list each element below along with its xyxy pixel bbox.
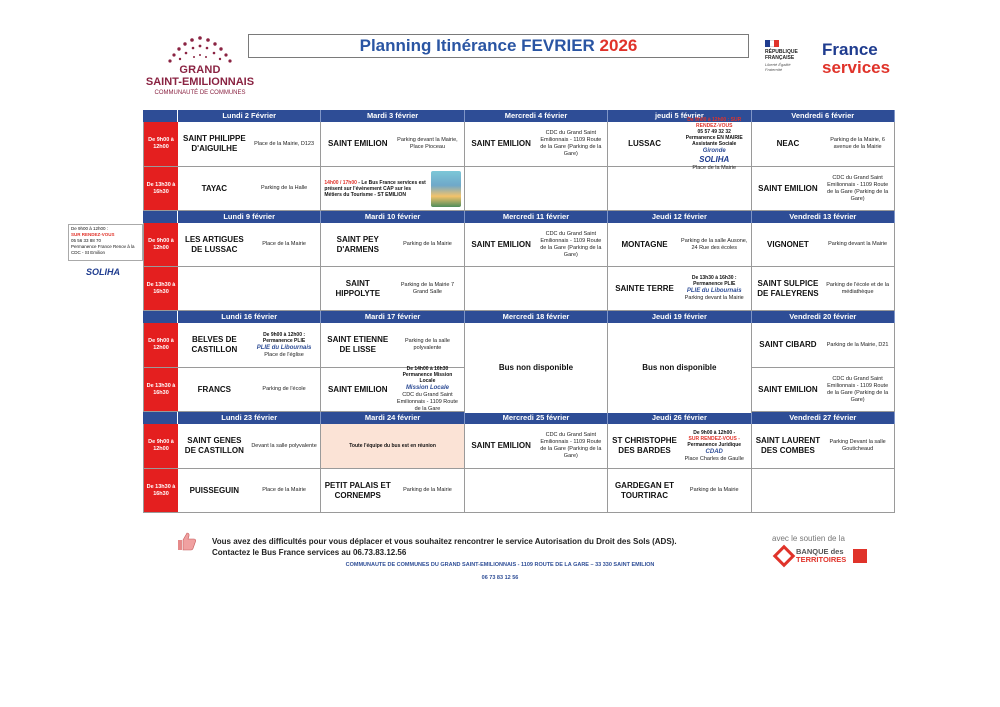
place-address: Parking de l'école [262, 386, 306, 392]
place-name: FRANCS [197, 384, 232, 394]
bdt-mark-icon [773, 545, 796, 568]
permanence-type: Permanence PLIE [262, 337, 306, 344]
schedule-cell [465, 223, 608, 266]
permanence-time: De 13h30 à 16h30 : [691, 275, 737, 281]
schedule-cell [178, 122, 321, 166]
place-address: CDC du Grand Saint Emilionnais - 1109 Route de la Gare (Parking de la Gare) [540, 130, 602, 157]
place-name: LUSSAC [628, 139, 661, 148]
schedule-cell [178, 223, 321, 266]
cell-details [537, 130, 604, 158]
cell-content [181, 486, 317, 496]
cell-details [681, 117, 748, 172]
day-header: Mardi 17 février [321, 311, 464, 323]
schedule-cell [465, 323, 608, 413]
place-name: SAINT EMILION [471, 139, 531, 148]
cell-content [755, 436, 891, 456]
schedule-cell [752, 122, 895, 166]
permanence-time: De 9h00 à 12h00 : [263, 331, 306, 338]
place-name: SAINT ETIENNE DE LISSE [327, 335, 389, 354]
cell-content [324, 366, 460, 413]
schedule-cell [752, 323, 895, 367]
place-address: Parking de la Mairie 7 Grand Salle [400, 281, 455, 295]
cell-details [824, 342, 891, 349]
day-header: jeudi 5 février [608, 110, 751, 122]
partner-logo: Gironde [702, 147, 726, 154]
time-label: De 13h30 à 16h30 [143, 368, 178, 411]
schedule-cell [321, 368, 464, 411]
week-header [143, 311, 895, 323]
week-header-spacer [143, 110, 178, 122]
side-note-tel: 05 56 33 88 70 [71, 238, 102, 243]
place-name: ST CHRISTOPHE DES BARDES [612, 436, 677, 455]
cell-content [755, 376, 891, 404]
cell-content [611, 481, 747, 501]
cell-details [394, 282, 461, 296]
place-name: SAINT EMILION [758, 384, 818, 394]
schedule-cell [465, 424, 608, 468]
rf-name: RÉPUBLIQUE FRANÇAISE [765, 49, 798, 61]
place-name: SAINT EMILION [327, 139, 388, 148]
partner-logo: PLIE du Libournais [256, 344, 312, 351]
week-header [143, 110, 895, 122]
cell-content [755, 175, 891, 203]
cell-content [181, 184, 317, 194]
cell-details [681, 487, 748, 494]
place-address: Parking devant la Mairie, Place Pioceau [397, 137, 458, 150]
cell-details [251, 241, 318, 248]
day-header: Mercredi 18 février [465, 311, 608, 323]
france-services-logo [822, 41, 890, 77]
schedule-cell [321, 223, 464, 266]
cell-content [611, 238, 747, 252]
schedule-cell [752, 469, 895, 512]
day-header: Jeudi 12 février [608, 211, 751, 223]
schedule-cell [178, 469, 321, 512]
schedule-cell [321, 167, 464, 210]
cell-details [824, 439, 891, 453]
event-time: 14h00 / 17h00 [324, 179, 357, 186]
week-header-spacer [143, 211, 178, 223]
place-name: GARDEGAN ET TOURTIRAC [614, 480, 675, 500]
org-logo [140, 33, 260, 98]
side-permanence-note [68, 224, 143, 261]
title-year: 2026 [599, 36, 638, 55]
place-address: Place de la Mairie [692, 164, 737, 171]
org-name-line3: COMMUNAUTÉ DE COMMUNES [154, 90, 246, 96]
cell-details [394, 137, 461, 151]
place-address: Parking de la Mairie [689, 487, 739, 493]
event-cell-content [324, 171, 460, 207]
cell-content [324, 279, 460, 299]
schedule-cell [465, 267, 608, 310]
schedule-cell [321, 469, 464, 512]
cell-content [181, 436, 317, 456]
schedule-cell [752, 368, 895, 411]
schedule-cell [321, 323, 464, 367]
partner-logo: Mission Locale [405, 385, 449, 391]
schedule-cell [752, 223, 895, 266]
cell-details [251, 443, 318, 450]
cell-details [394, 241, 461, 248]
title-main: Planning Itinérance FEVRIER [359, 36, 600, 55]
time-label: De 9h00 à 12h00 [143, 424, 178, 468]
day-header: Lundi 16 février [178, 311, 321, 323]
schedule-cell [752, 167, 895, 210]
event-text: - Le Bus France services est présent sur l'évènement CAP sur les Métiers du Tourisme - ST EMILION [324, 179, 426, 198]
place-address: Parking devant la Mairie [828, 241, 888, 247]
cell-content [468, 432, 604, 460]
schedule-cell [465, 469, 608, 512]
meeting-banner: Toute l'équipe du bus est en réunion [349, 443, 436, 449]
time-label: De 13h30 à 16h30 [143, 267, 178, 310]
schedule-cell [178, 323, 321, 367]
permanence-type: Permanence Juridique [687, 441, 742, 448]
day-header: Mardi 10 février [321, 211, 464, 223]
time-slot-row [143, 469, 895, 513]
cell-details [251, 141, 318, 148]
footer-message [212, 536, 677, 558]
schedule-cell [178, 424, 321, 468]
cell-content [755, 137, 891, 151]
cell-details [537, 432, 604, 460]
cell-content [181, 134, 317, 154]
cell-content [755, 340, 891, 350]
event-note [324, 180, 427, 198]
place-name: SAINT EMILION [758, 183, 818, 193]
schedule-cell [178, 267, 321, 310]
place-name: SAINTE TERRE [615, 283, 674, 293]
time-label: De 9h00 à 12h00 [143, 323, 178, 367]
time-slot-row [143, 223, 895, 267]
place-name: TAYAC [201, 183, 228, 193]
day-header: Vendredi 6 février [752, 110, 895, 122]
cell-details [824, 282, 891, 296]
permanence-rdv: De 9h00 à 12h00 : SUR RENDEZ-VOUS [687, 116, 742, 129]
cell-details [681, 238, 748, 252]
cdc-square-icon [853, 549, 867, 563]
schedule-cell [608, 164, 751, 210]
thumbs-up-icon [176, 531, 198, 551]
day-header: Vendredi 27 février [752, 412, 895, 424]
time-slot-row [143, 116, 895, 171]
place-name: SAINT EMILION [327, 384, 388, 394]
unavailable-text: Bus non disponible [498, 363, 574, 372]
day-header: Mercredi 11 février [465, 211, 608, 223]
permanence-note [692, 275, 737, 287]
permanence-note [394, 366, 461, 384]
time-slot-row [143, 267, 895, 311]
permanence-type: Permanence EN MAIRIE Assistante Sociale [685, 134, 743, 147]
place-name: PUISSEGUIN [189, 485, 240, 495]
schedule-cell [608, 116, 751, 171]
place-name: SAINT PEY D'ARMENS [336, 234, 379, 254]
place-name: LES ARTIGUES DE LUSSAC [184, 234, 244, 254]
time-label: De 9h00 à 12h00 [143, 223, 178, 266]
cell-content [324, 137, 460, 151]
day-header: Lundi 9 février [178, 211, 321, 223]
permanence-note [681, 117, 748, 147]
event-poster-image [431, 171, 461, 207]
fs-line1: France [822, 40, 878, 59]
flag-icon [765, 40, 779, 47]
place-name: SAINT PHILIPPE D'AIGUILHE [183, 134, 246, 153]
place-name: SAINT GENES DE CASTILLON [184, 436, 244, 455]
place-address: Parking Devant la salle Gouticheaud [829, 439, 886, 452]
permanence-type: Permanence Mission Locale [402, 372, 453, 384]
bdt-line2: TERRITOIRES [796, 555, 847, 564]
time-slot-row [143, 164, 895, 211]
schedule-cell [178, 167, 321, 210]
schedule-cell [178, 368, 321, 411]
place-address: Parking de la salle polyvalente [404, 338, 450, 351]
permanence-type: Permanence PLIE [693, 281, 736, 287]
day-header: Mercredi 25 février [465, 412, 608, 424]
place-name: VIGNONET [767, 239, 809, 249]
permanence-time: De 14h00 à 16h30 [406, 366, 449, 372]
planning-table [143, 110, 895, 513]
place-address: CDC du Grand Saint Emilionnais - 1109 Route de la Gare [396, 392, 458, 412]
side-note-perm: Permanence France Renov à la CDC - St Emilion [71, 244, 135, 255]
time-slot-row [143, 424, 895, 469]
place-address: Parking de la Mairie [403, 487, 452, 493]
place-address: Parking de la Mairie, D21 [826, 341, 889, 348]
day-header: Mercredi 4 février [465, 110, 608, 122]
place-address: CDC du Grand Saint Emilionnais - 1109 Route de la Gare (Parking de la Gare) [540, 432, 602, 459]
cell-details [824, 376, 891, 404]
place-address: Parking de la salle Ausone, 24 Rue des écoles [681, 237, 748, 251]
place-address: CDC du Grand Saint Emilionnais - 1109 Route de la Gare (Parking de la Gare) [827, 375, 889, 403]
footer-address: COMMUNAUTE DE COMMUNES DU GRAND SAINT-EMILIONNAIS - 1109 ROUTE DE LA GARE – 33 330 SAINT EMILION [345, 562, 655, 568]
place-name: NEAC [776, 139, 800, 148]
cell-details [251, 332, 318, 359]
place-name: SAINT CIBARD [759, 340, 817, 349]
page-title [248, 34, 749, 58]
republique-francaise-logo [765, 40, 805, 80]
time-label: De 9h00 à 12h00 [143, 122, 178, 166]
time-label: De 13h30 à 16h30 [143, 469, 178, 512]
cell-details [251, 185, 318, 192]
place-address: Place Charles de Gaulle [684, 455, 744, 462]
cell-content [324, 335, 460, 355]
place-address: Parking de la Mairie [403, 241, 452, 247]
schedule-cell [321, 267, 464, 310]
cell-content [181, 332, 317, 359]
permanence-note [263, 332, 305, 344]
cell-details [394, 338, 461, 352]
banque-territoires-logo [776, 548, 867, 564]
permanence-time: De 9h00 à 12h00 - [693, 429, 736, 436]
place-name: SAINT EMILION [471, 239, 531, 249]
cell-details [394, 487, 461, 494]
place-address: Place de l'église [264, 351, 304, 358]
cell-content [611, 430, 747, 463]
day-header: Jeudi 26 février [608, 412, 751, 424]
place-name: SAINT EMILION [471, 441, 531, 450]
footer-line1: Vous avez des difficultés pour vous déplacer et vous souhaitez rencontrer le service Autorisation du Droit des Sols (ADS). [212, 537, 677, 546]
place-address: CDC du Grand Saint Emilionnais - 1109 Route de la Gare (Parking de la Gare) [540, 230, 602, 258]
week-header-spacer [143, 311, 178, 323]
partner-logo-2: SOLIHA [699, 154, 730, 164]
org-name-line2: SAINT-EMILIONNAIS [145, 76, 255, 88]
day-header: Mardi 24 février [321, 412, 464, 424]
time-label: De 13h30 à 16h30 [143, 167, 178, 210]
dots-arc-icon [160, 33, 240, 65]
permanence-rdv: SUR RENDEZ-VOUS - [688, 435, 740, 442]
place-address: Parking devant la Mairie [684, 295, 744, 301]
permanence-note [687, 430, 741, 448]
cell-content [755, 279, 891, 299]
schedule-cell [752, 267, 895, 310]
week-header-spacer [143, 412, 178, 424]
footer-tel: 06 73 83 12 56 [481, 575, 519, 581]
org-name-line1: GRAND [179, 64, 221, 76]
place-name: PETIT PALAIS ET CORNEMPS [324, 480, 391, 500]
soutien-text: avec le soutien de la [772, 534, 845, 543]
place-name: BELVES DE CASTILLON [191, 335, 238, 354]
bdt-text [796, 548, 846, 564]
place-address: Parking de la Halle [260, 185, 308, 191]
day-header: Mardi 3 février [321, 110, 464, 122]
place-name: MONTAGNE [621, 239, 668, 249]
place-name: SAINT LAURENT DES COMBES [755, 436, 821, 455]
bdt-line1: BANQUE des [796, 547, 844, 556]
cell-details [537, 231, 604, 259]
place-address: Place de la Mairie, D123 [254, 140, 315, 147]
schedule-cell [321, 122, 464, 166]
partner-logo: CDAD [705, 448, 723, 455]
cell-details [824, 175, 891, 203]
cell-content [181, 235, 317, 255]
place-address: Parking de l'école et de la médiathèque [826, 281, 890, 295]
schedule-cell [608, 323, 751, 413]
schedule-cell [465, 122, 608, 166]
cell-details [251, 487, 318, 494]
schedule-cell [608, 223, 751, 266]
schedule-cell [321, 424, 464, 468]
cell-details [824, 241, 891, 248]
schedule-cell [608, 267, 751, 310]
schedule-cell [465, 167, 608, 210]
schedule-cell [608, 424, 751, 468]
cell-content [468, 130, 604, 158]
day-header: Lundi 2 Février [178, 110, 321, 122]
place-address: CDC du Grand Saint Emilionnais - 1109 Route de la Gare (Parking de la Gare) [827, 174, 889, 202]
cell-details [681, 275, 748, 302]
place-address: Place de la Mairie [262, 241, 306, 247]
cell-content [611, 117, 747, 172]
place-address: Parking de la Mairie, 6 avenue de la Mairie [830, 137, 885, 150]
cell-content [611, 275, 747, 302]
place-address: Devant la salle polyvalente [251, 442, 317, 449]
week-header [143, 412, 895, 424]
place-name: SAINT SULPICE DE FALEYRENS [757, 278, 819, 298]
soliha-logo: SOLIHA [86, 267, 121, 277]
side-note-time: De 9h00 à 12h00 : [71, 226, 109, 231]
schedule-cell [752, 424, 895, 468]
cell-details [824, 137, 891, 151]
week-header [143, 211, 895, 223]
place-name: SAINT HIPPOLYTE [335, 278, 381, 298]
partner-logo: PLIE du Libournais [686, 288, 742, 294]
cell-details [251, 386, 318, 393]
cell-content [468, 231, 604, 259]
permanence-tel: 05 57 49 32 32 [697, 128, 731, 135]
cell-content [324, 481, 460, 501]
unavailable-text: Bus non disponible [642, 363, 717, 372]
day-header: Lundi 23 février [178, 412, 321, 424]
day-header: Jeudi 19 février [608, 311, 751, 323]
cell-content [324, 235, 460, 255]
place-address: Place de la Mairie [262, 487, 306, 493]
cell-details [681, 430, 748, 463]
schedule-cell [608, 469, 751, 512]
cell-content [181, 385, 317, 395]
cell-content [755, 240, 891, 250]
fs-line2: services [822, 58, 891, 77]
footer-line2: Contactez le Bus France services au 06.73.83.12.56 [212, 548, 407, 557]
side-note-rdv: SUR RENDEZ-VOUS [71, 232, 115, 237]
day-header: Vendredi 20 février [752, 311, 895, 323]
day-header: Vendredi 13 février [752, 211, 895, 223]
cell-details [394, 366, 461, 413]
rf-motto: Liberté Égalité Fraternité [765, 62, 791, 72]
